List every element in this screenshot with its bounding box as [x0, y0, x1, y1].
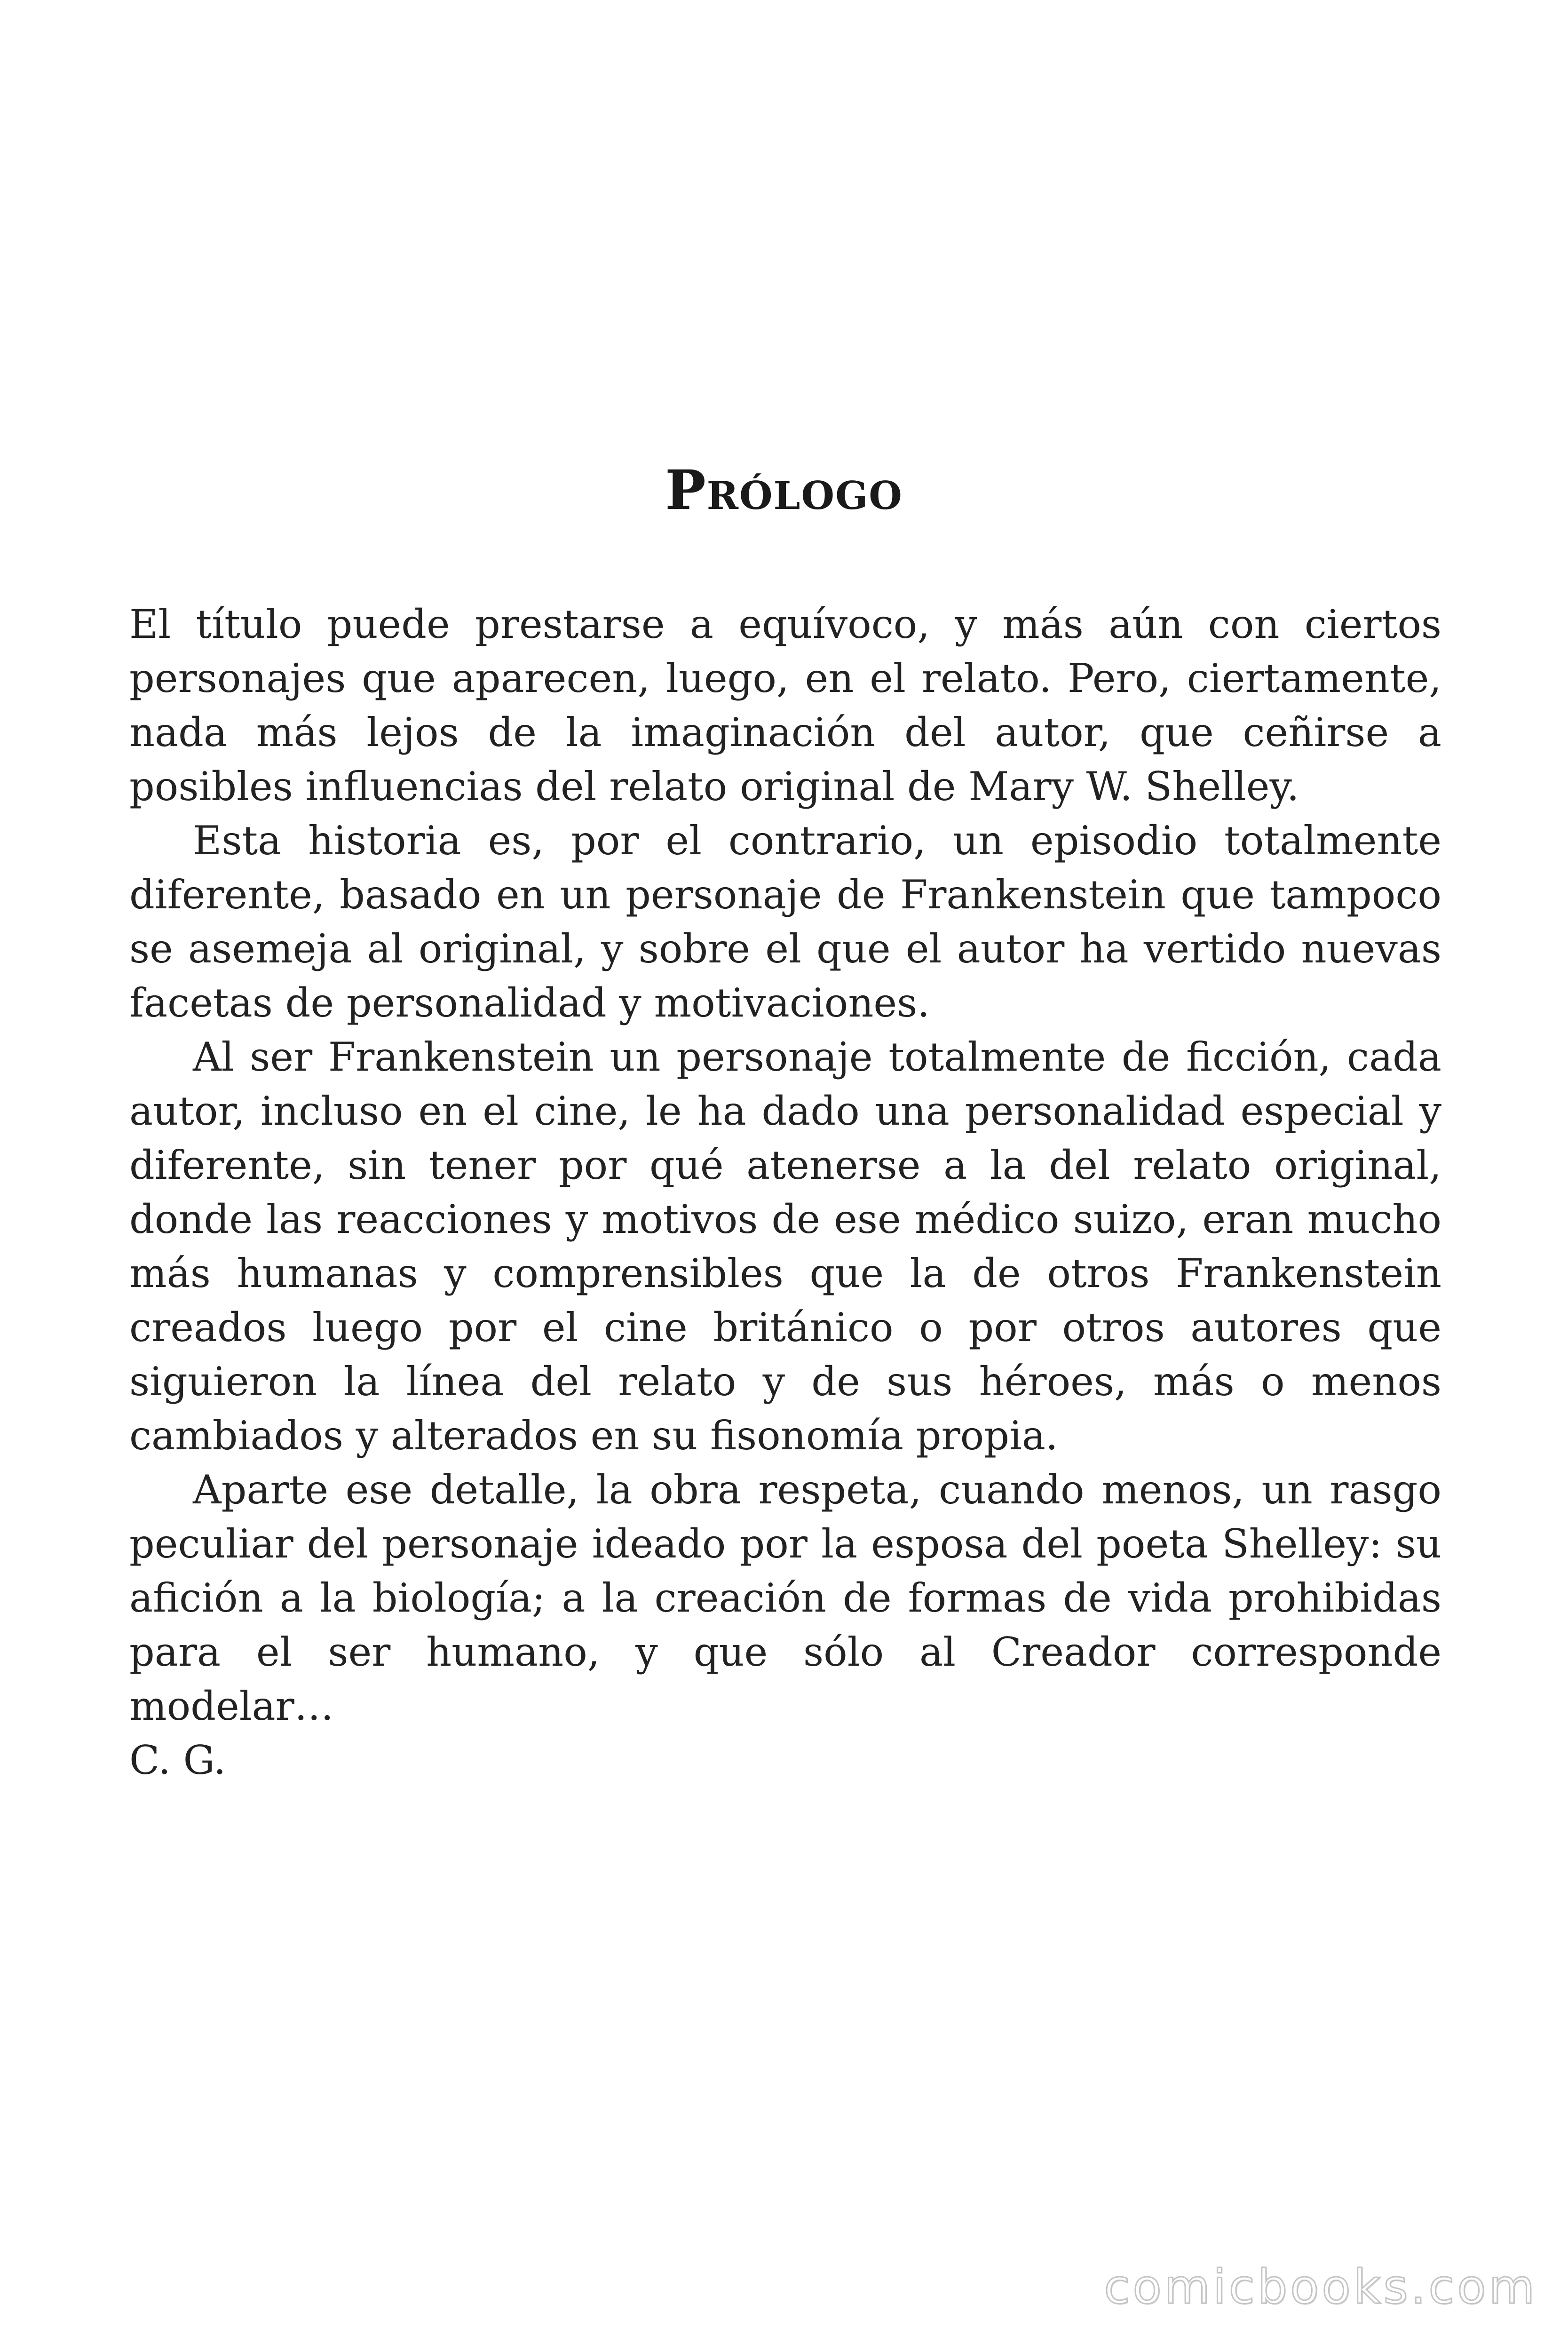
- paragraph-2: Esta historia es, por el contrario, un episodio totalmente diferente, basado en un personaje de Frankenstein que tampoco se asemeja al original, y sobre el que el autor ha vertido nuevas facetas de personalidad y motivaciones.: [129, 818, 1441, 1026]
- prologue-body: [129, 597, 1441, 1788]
- paragraph-4: Aparte ese detalle, la obra respeta, cuando menos, un rasgo peculiar del personaje ideado por la esposa del poeta Shelley: su afición a la biología; a la creación de formas de vida prohibidas para el ser humano, y que sólo al Creador corresponde modelar…: [129, 1467, 1441, 1729]
- paragraph-1: El título puede prestarse a equívoco, y más aún con ciertos personajes que aparecen, luego, en el relato. Pero, ciertamente, nada más lejos de la imaginación del autor, que ceñirse a posibles influencias del relato original de Mary W. Shelley.: [129, 601, 1441, 810]
- chapter-title: Prólogo: [665, 459, 903, 522]
- site-watermark: comicbooks.com: [1104, 2259, 1537, 2314]
- author-signature: C. G.: [129, 1737, 226, 1783]
- paragraph-3: Al ser Frankenstein un personaje totalmente de ficción, cada autor, incluso en el cine, le ha dado una personalidad especial y diferente, sin tener por qué atenerse a la del relato original, donde las reacciones y motivos de ese médico suizo, eran mucho más humanas y comprensibles que la de otros Frankenstein creados luego por el cine británico o por otros autores que siguieron la línea del relato y de sus héroes, más o menos cambiados y alterados en su fisonomía propia.: [129, 1034, 1441, 1459]
